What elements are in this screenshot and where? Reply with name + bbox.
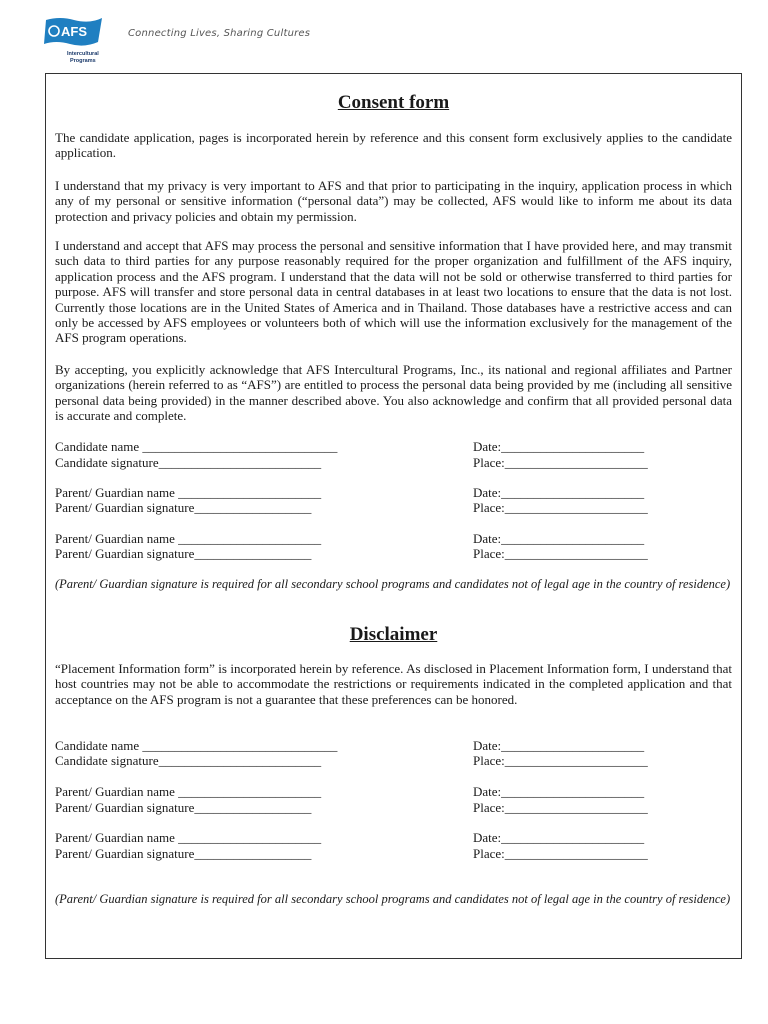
guardian-requirement-note: (Parent/ Guardian signature is required for all secondary school programs and candidates not of legal age in the country of residence) — [55, 892, 731, 906]
logo-subtitle-2: Programs — [70, 58, 96, 64]
date-field[interactable]: Date:______________________ — [473, 830, 645, 845]
guardian-signature-field[interactable]: Parent/ Guardian signature__________________ — [55, 500, 312, 515]
date-field[interactable]: Date:______________________ — [473, 439, 645, 454]
place-field[interactable]: Place:______________________ — [473, 500, 648, 515]
consent-paragraph-4: By accepting, you explicitly acknowledge that AFS Intercultural Programs, Inc., its national and regional affiliates and Partner organizations (herein referred to as “AFS”) are entitled to process the personal data being provided by me (including all sensitive personal data being provided) in the manner described above. You also acknowledge and confirm that all provided personal data is accurate and complete. — [55, 362, 732, 424]
candidate-signature-field[interactable]: Candidate signature_________________________ — [55, 753, 322, 768]
tagline: Connecting Lives, Sharing Cultures — [128, 28, 311, 39]
candidate-name-field[interactable]: Candidate name ______________________________ — [55, 439, 338, 454]
guardian-name-field[interactable]: Parent/ Guardian name ______________________ — [55, 830, 322, 845]
consent-title: Consent form — [337, 92, 450, 113]
place-field[interactable]: Place:______________________ — [473, 800, 648, 815]
disclaimer-title: Disclaimer — [349, 624, 438, 645]
consent-paragraph-3: I understand and accept that AFS may process the personal and sensitive information that I have provided here, and may transmit such data to third parties for any purpose reasonably required for the proper organization and fulfillment of the AFS inquiry, application process and the AFS program. I understand that the data will not be sold or otherwise transferred to third parties for purpose. AFS will transfer and store personal data in central databases in at least two locations to ensure that the data is not lost. Currently those locations are in the United States of America and in Thailand. Those databases have a restrictive access and can only be accessed by AFS employees or volunteers both of which will use the information exclusively for the management of the AFS program operations. — [55, 238, 732, 346]
date-field[interactable]: Date:______________________ — [473, 485, 645, 500]
guardian-signature-field[interactable]: Parent/ Guardian signature__________________ — [55, 846, 312, 861]
date-field[interactable]: Date:______________________ — [473, 738, 645, 753]
logo-subtitle-1: Intercultural — [67, 51, 99, 57]
place-field[interactable]: Place:______________________ — [473, 546, 648, 561]
consent-paragraph-2: I understand that my privacy is very important to AFS and that prior to participating in the inquiry, application process in which any of my personal or sensitive information (“personal data”) may be collected, AFS would like to inform me about its data protection and privacy policies and obtain my permission. — [55, 178, 732, 224]
consent-paragraph-1: The candidate application, pages is incorporated herein by reference and this consent form exclusively applies to the candidate application. — [55, 130, 732, 161]
candidate-name-field[interactable]: Candidate name ______________________________ — [55, 738, 338, 753]
logo-text: AFS — [61, 24, 87, 39]
place-field[interactable]: Place:______________________ — [473, 846, 648, 861]
guardian-signature-field[interactable]: Parent/ Guardian signature__________________ — [55, 800, 312, 815]
candidate-signature-field[interactable]: Candidate signature_________________________ — [55, 455, 322, 470]
guardian-requirement-note: (Parent/ Guardian signature is required for all secondary school programs and candidates not of legal age in the country of residence) — [55, 577, 731, 591]
date-field[interactable]: Date:______________________ — [473, 784, 645, 799]
place-field[interactable]: Place:______________________ — [473, 753, 648, 768]
place-field[interactable]: Place:______________________ — [473, 455, 648, 470]
afs-logo — [40, 14, 110, 66]
guardian-name-field[interactable]: Parent/ Guardian name ______________________ — [55, 531, 322, 546]
disclaimer-paragraph: “Placement Information form” is incorporated herein by reference. As disclosed in Placement Information form, I understand that host countries may not be able to accommodate the restrictions or requirements indicated in the completed application and that acceptance on the AFS program is not a guarantee that these preferences can be honored. — [55, 661, 732, 707]
page-header — [0, 0, 768, 70]
date-field[interactable]: Date:______________________ — [473, 531, 645, 546]
guardian-name-field[interactable]: Parent/ Guardian name ______________________ — [55, 784, 322, 799]
guardian-signature-field[interactable]: Parent/ Guardian signature__________________ — [55, 546, 312, 561]
guardian-name-field[interactable]: Parent/ Guardian name ______________________ — [55, 485, 322, 500]
